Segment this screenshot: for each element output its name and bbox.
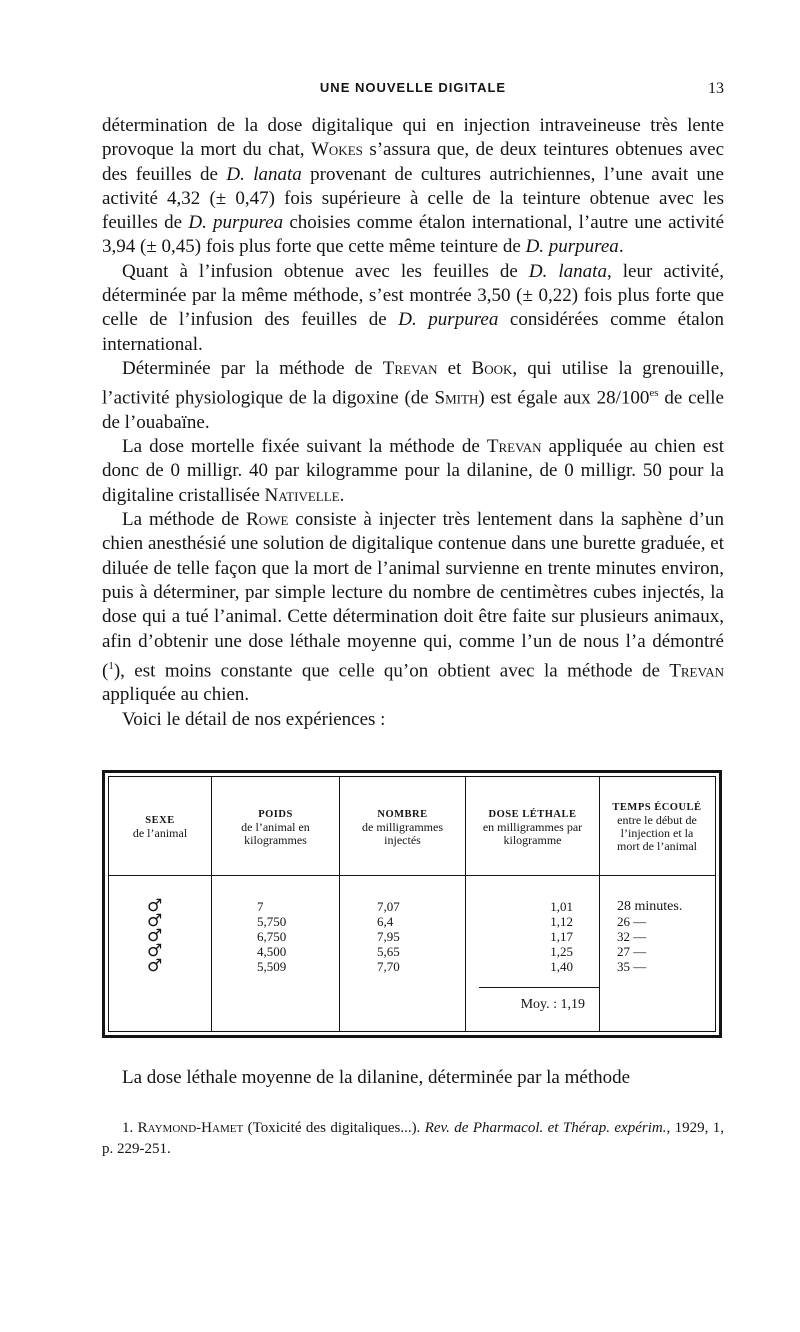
species-name: D. lanata: [226, 163, 302, 185]
author-name: Nativelle: [264, 484, 340, 506]
text-run: .: [339, 484, 345, 506]
text-run: provenant de cultures autrichiennes, l’une avait une activité 4,32 (± 0,47) fois supérieure à celle de la teinture obtenue avec les feuilles de: [102, 163, 724, 234]
superscript: es: [649, 387, 659, 400]
table-cell: 7,70: [377, 959, 400, 974]
male-symbol-icon: ♂: [147, 926, 163, 946]
text-run: , leur activité, déterminée par la même méthode, s’est montrée 3,50 (± 0,22) fois plus forte que celle de l’infusion des feuilles de: [102, 260, 724, 331]
header-dose: [466, 785, 599, 869]
header-subcaption: en milligrammes par kilogramme: [482, 819, 583, 847]
table-cell: 6,4: [377, 914, 394, 929]
table-cell: 1,40: [550, 959, 573, 974]
table-cell: 1,17: [550, 929, 573, 944]
header-caption: POIDS: [258, 808, 293, 820]
male-symbol-icon: ♂: [147, 911, 163, 931]
table-cell: 7: [257, 899, 264, 914]
footnote: [102, 1118, 724, 1160]
header-nombre: [340, 785, 465, 869]
column-dose: [509, 899, 573, 974]
author-name: Trevan: [382, 357, 438, 379]
running-title: UNE NOUVELLE DIGITALE: [319, 80, 507, 95]
body-text: [102, 114, 724, 732]
author-name: Trevan: [669, 660, 724, 682]
table-cell: 26 —: [617, 914, 647, 929]
header-rule: [109, 875, 715, 876]
text-run: détermination de la dose digitalique qui en injection intraveineuse très lente provoque la mort du chat,: [102, 115, 724, 161]
text-run: La dose mortelle fixée suivant la méthode de: [122, 436, 487, 458]
species-name: D. purpurea: [398, 309, 499, 331]
table-cell: 32 —: [617, 929, 647, 944]
column-temps: [617, 899, 709, 974]
paragraph: [102, 260, 724, 357]
male-symbol-icon: ♂: [147, 956, 163, 976]
text-run: choisies comme étalon international, l’autre une activité 3,94 (± 0,45) fois plus forte que cette même teinture de: [102, 212, 724, 258]
text-run: et: [437, 357, 472, 379]
paragraph-after-table: La dose léthale moyenne de la dilanine, déterminée par la méthode: [122, 1067, 631, 1088]
paragraph: [102, 357, 724, 435]
table-inner-frame: [108, 776, 716, 1032]
table-cell: 7,07: [377, 899, 400, 914]
table-cell: 35 —: [617, 959, 647, 974]
page-header: [102, 78, 724, 100]
header-subcaption: de l’animal: [132, 826, 188, 840]
header-sexe: [109, 785, 211, 869]
author-name: Smith: [434, 387, 479, 409]
text-run: considérées comme étalon international.: [102, 309, 724, 355]
table-cell: 5,750: [257, 914, 287, 929]
author-name: Book: [471, 357, 513, 379]
table-cell: 7,95: [377, 929, 400, 944]
header-caption: DOSE LÉTHALE: [488, 808, 577, 820]
author-name: Rowe: [246, 509, 289, 531]
author-name: Raymond-Hamet: [137, 1120, 244, 1136]
text-run: Quant à l’infusion obtenue avec les feuilles de: [122, 260, 529, 282]
table-cell: 5,65: [377, 944, 400, 959]
text-run: s’assura que, de deux teintures obtenues avec des feuilles de: [102, 139, 724, 185]
table-cell: 1,01: [550, 899, 573, 914]
text-run: , 1929, 1, p. 229-251.: [102, 1120, 725, 1157]
table-cell: 27 —: [617, 944, 647, 959]
header-subcaption: entre le début de l’injection et la mort de l’animal: [617, 813, 697, 853]
table-cell: 1,12: [550, 914, 573, 929]
text-run: La méthode de: [122, 509, 247, 531]
header-caption: TEMPS ÉCOULÉ: [612, 802, 702, 813]
text-run: .: [618, 236, 624, 258]
header-temps: [600, 785, 714, 869]
species-name: D. lanata: [528, 260, 607, 282]
text-run: , qui utilise la grenouille, l’activité physiologique de la digoxine (de: [102, 357, 724, 409]
table-cell: 28 minutes.: [617, 899, 683, 914]
header-subcaption: de l’animal en kilogrammes: [241, 819, 310, 847]
header-subcaption: de milligrammes injectés: [362, 819, 443, 847]
journal-title: Rev. de Pharmacol. et Thérap. expérim.: [424, 1120, 667, 1136]
male-symbol-icon: ♂: [147, 896, 163, 916]
page-number: 13: [708, 80, 724, 97]
column-poids: [257, 899, 307, 974]
table-cell: 1,25: [550, 944, 573, 959]
paragraph: [102, 435, 724, 508]
author-name: Wokes: [310, 139, 363, 161]
text-run: appliquée au chien.: [102, 684, 250, 706]
column-sexe: [147, 896, 177, 976]
species-name: D. purpurea: [188, 212, 284, 234]
table-cell: 5,509: [257, 959, 287, 974]
text-run: de celle de l’ouabaïne.: [102, 387, 724, 433]
text-run: ) est égale aux 28/100: [478, 387, 650, 409]
footnote-number: 1.: [122, 1120, 134, 1136]
male-symbol-icon: ♂: [147, 941, 163, 961]
column-nombre: [377, 899, 427, 974]
header-caption: NOMBRE: [377, 808, 428, 820]
paragraph: [102, 114, 724, 260]
paragraph: [102, 508, 724, 708]
text-run: consiste à injecter très lentement dans la saphène d’un chien anesthésié une solution de digitalique contenue dans une burette graduée, et diluée de telle façon que la mort de l’animal survienne en trente minutes environ, puis à déterminer, par simple lecture du nombre de centimètres cubes injectés, la dose qui a tué l’animal. Cette détermination doit être faite sur plusieurs animaux, afin d’obtenir une dose léthale moyenne qui, comme l’un de nous l’a démontré (: [102, 509, 725, 682]
text-run: Déterminée par la méthode de: [122, 357, 383, 379]
footnote-ref: 1: [108, 659, 114, 672]
header-caption: SEXE: [145, 815, 175, 826]
text-run: appliquée au chien est donc de 0 milligr. 40 par kilogramme pour la dilanine, de 0 milligr. 50 pour la digitaline cristallisée: [102, 436, 724, 506]
text-run: ), est moins constante que celle qu’on obtient avec la méthode de: [113, 660, 670, 682]
total-rule: [479, 987, 599, 988]
table-cell: 4,500: [257, 944, 287, 959]
species-name: D. purpurea: [525, 236, 619, 258]
table-cell: 6,750: [257, 929, 287, 944]
header-poids: [212, 785, 339, 869]
text-run: (Toxicité des digitaliques...).: [243, 1120, 425, 1136]
paragraph: Voici le détail de nos expériences :: [122, 708, 386, 730]
results-table: [102, 770, 722, 1038]
average-value: Moy. : 1,19: [520, 997, 585, 1012]
author-name: Trevan: [486, 436, 542, 458]
